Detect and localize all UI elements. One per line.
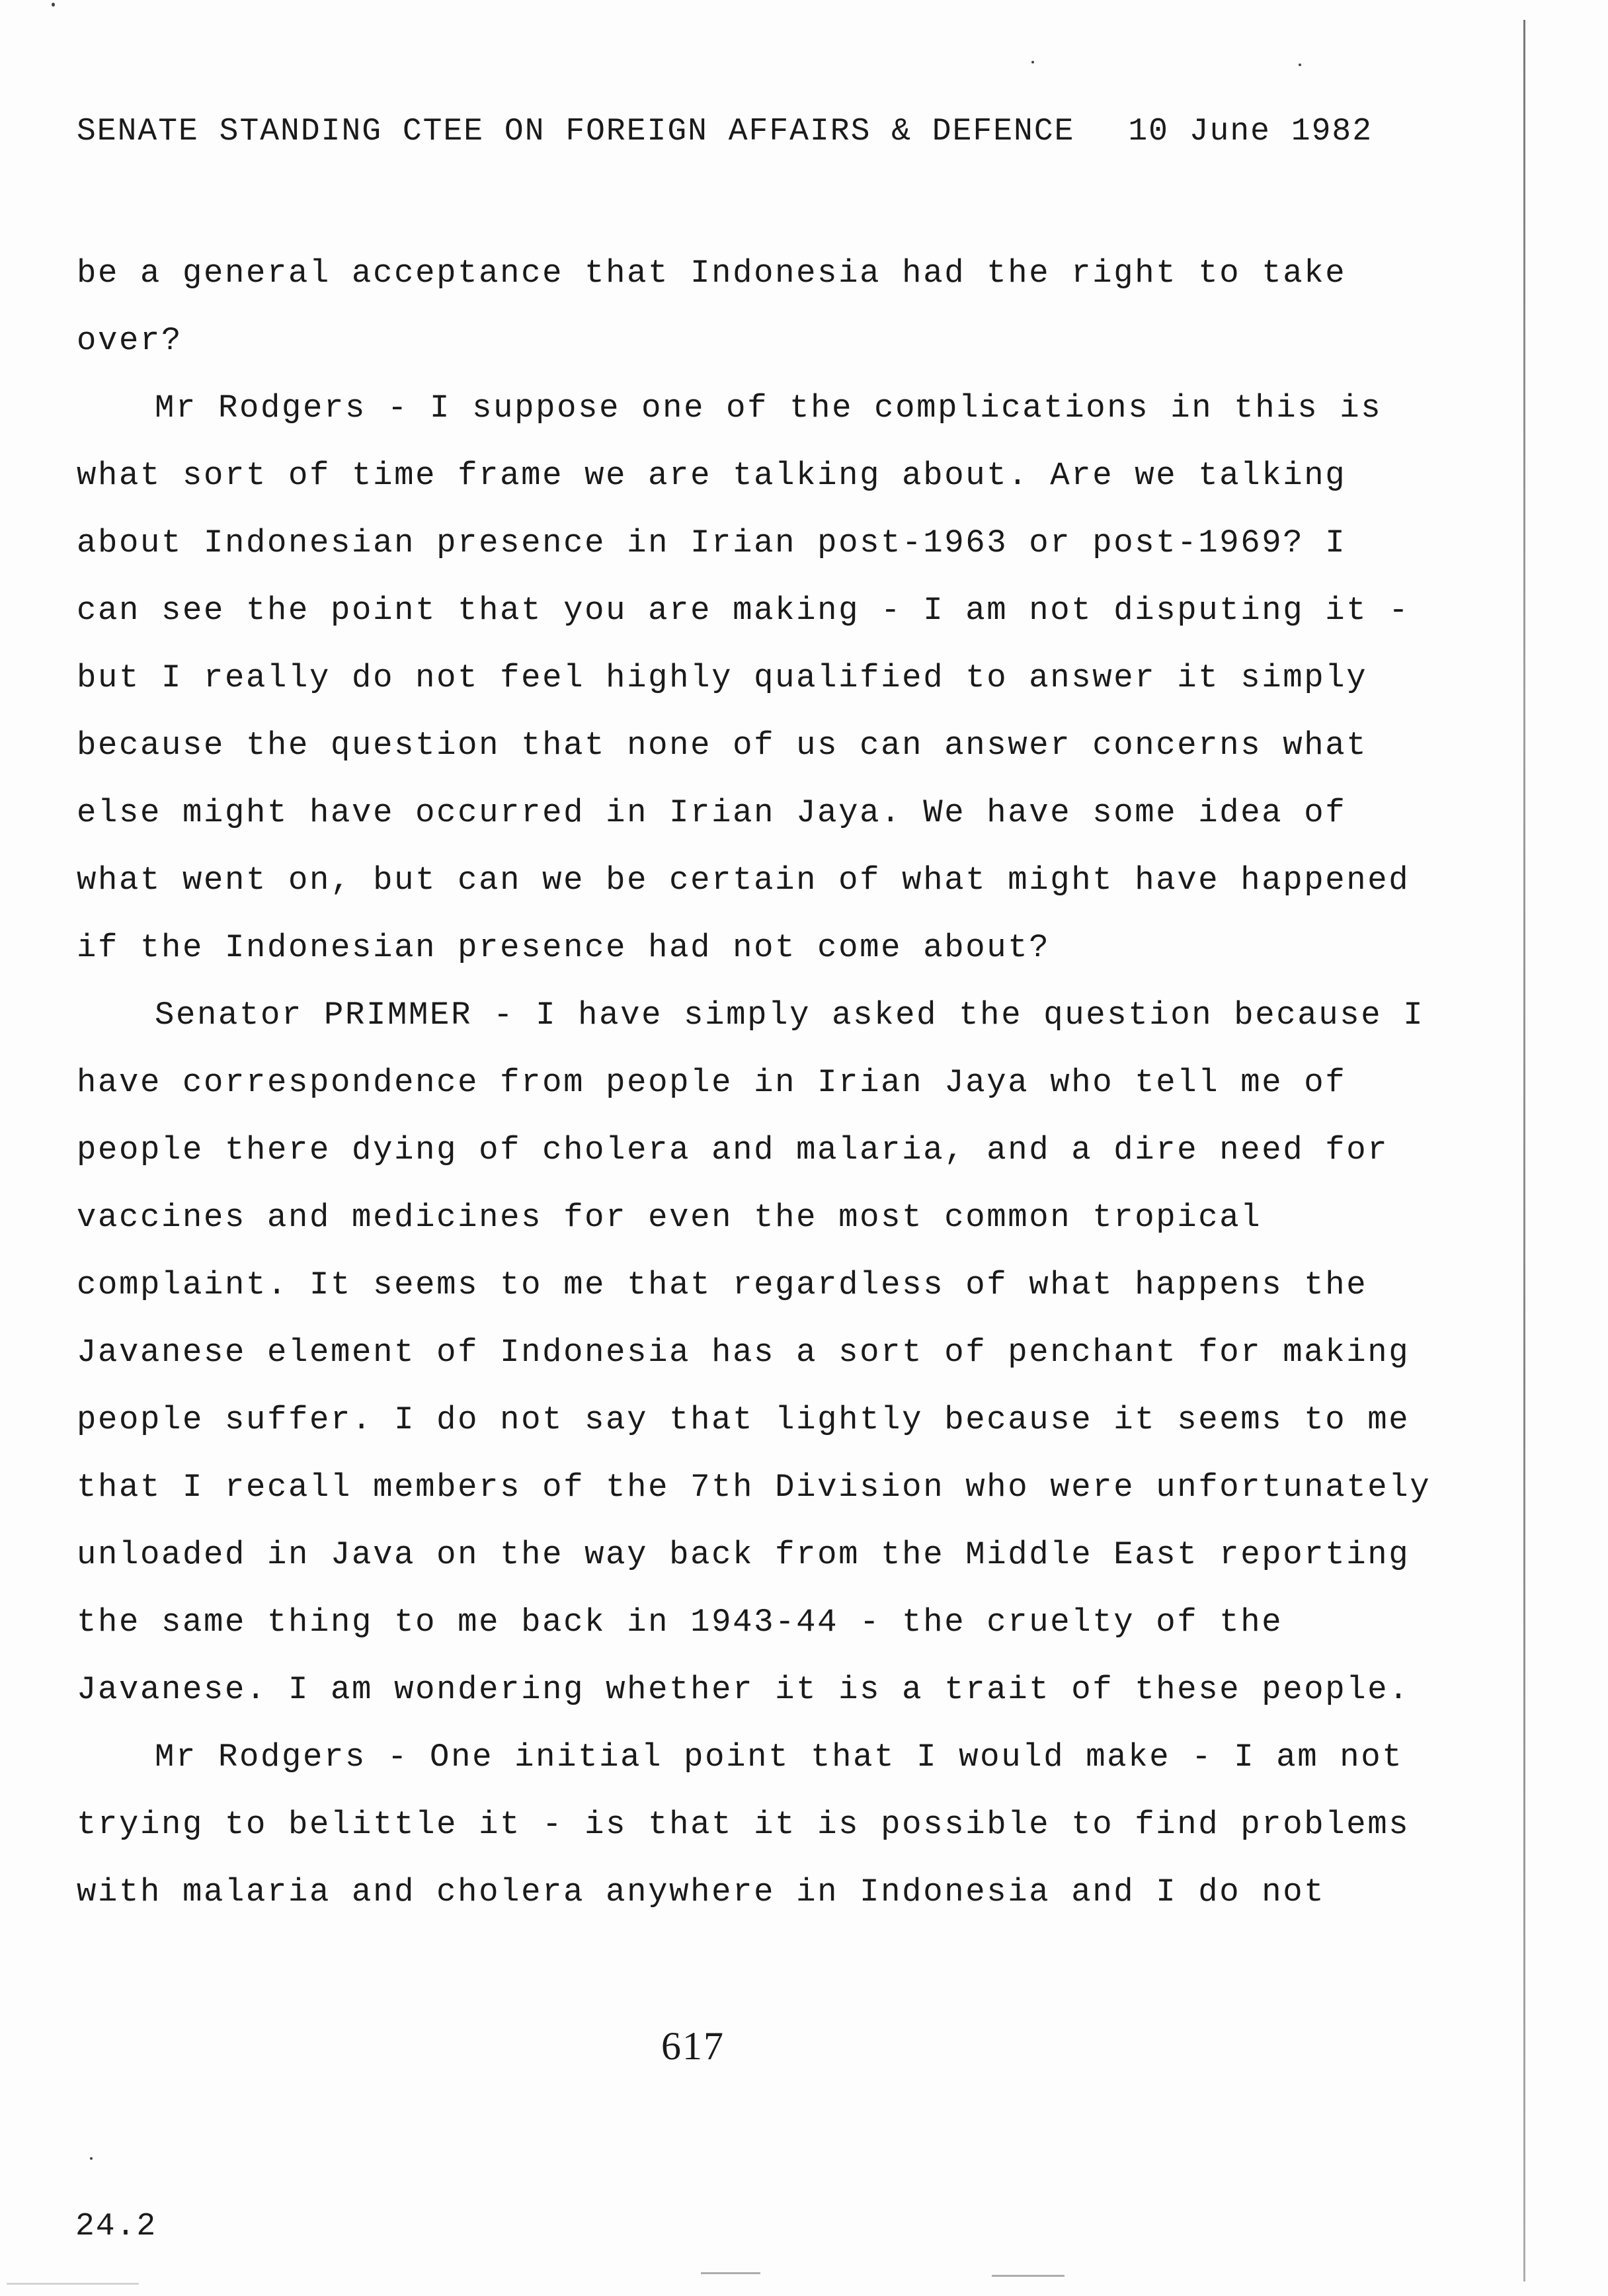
scan-speck bbox=[52, 3, 55, 7]
page-number: 617 bbox=[661, 2024, 725, 2068]
transcript-line: vaccines and medicines for even the most common tropical bbox=[77, 1199, 1262, 1236]
transcript-line: can see the point that you are making - I am not disputing it - bbox=[77, 592, 1410, 629]
transcript-line: complaint. It seems to me that regardless of what happens the bbox=[77, 1266, 1368, 1303]
transcript-line: people there dying of cholera and malaria, and a dire need for bbox=[77, 1131, 1389, 1168]
transcript-line: unloaded in Java on the way back from the Middle East reporting bbox=[77, 1536, 1410, 1573]
transcript-line: that I recall members of the 7th Division who were unfortunately bbox=[77, 1469, 1431, 1506]
transcript-line: if the Indonesian presence had not come about? bbox=[77, 929, 1051, 966]
transcript-line: people suffer. I do not say that lightly because it seems to me bbox=[77, 1401, 1410, 1438]
transcript-line: else might have occurred in Irian Jaya. We have some idea of bbox=[77, 794, 1347, 831]
document-header bbox=[77, 114, 1373, 149]
transcript-line: be a general acceptance that Indonesia had the right to take bbox=[77, 255, 1347, 292]
scan-speck bbox=[1299, 63, 1301, 66]
transcript-line: Javanese. I am wondering whether it is a trait of these people. bbox=[77, 1671, 1410, 1708]
scan-speck bbox=[90, 2157, 93, 2160]
scan-edge-line bbox=[1523, 20, 1525, 2281]
transcript-line: Mr Rodgers - One initial point that I would make - I am not bbox=[155, 1739, 1404, 1776]
transcript-line: the same thing to me back in 1943-44 - the cruelty of the bbox=[77, 1604, 1283, 1641]
transcript-line: Senator PRIMMER - I have simply asked the question because I bbox=[155, 997, 1425, 1034]
transcript-line: what went on, but can we be certain of what might have happened bbox=[77, 862, 1410, 899]
transcript-line: but I really do not feel highly qualified to answer it simply bbox=[77, 659, 1368, 696]
transcript-line: what sort of time frame we are talking about. Are we talking bbox=[77, 457, 1347, 494]
scan-smudge bbox=[992, 2275, 1065, 2277]
header-date: 10 June 1982 bbox=[1128, 114, 1373, 149]
document-code: 24.2 bbox=[75, 2209, 157, 2244]
transcript-line: over? bbox=[77, 322, 183, 359]
transcript-line: Mr Rodgers - I suppose one of the complications in this is bbox=[155, 390, 1383, 427]
transcript-line: Javanese element of Indonesia has a sort of penchant for making bbox=[77, 1334, 1410, 1371]
transcript-body bbox=[77, 239, 1431, 1926]
transcript-line: with malaria and cholera anywhere in Indonesia and I do not bbox=[77, 1873, 1326, 1910]
scan-smudge bbox=[7, 2283, 139, 2285]
header-title: SENATE STANDING CTEE ON FOREIGN AFFAIRS & DEFENCE bbox=[77, 114, 1075, 149]
scan-smudge bbox=[701, 2272, 760, 2274]
transcript-line: have correspondence from people in Irian Jaya who tell me of bbox=[77, 1064, 1347, 1101]
transcript-line: trying to belittle it - is that it is possible to find problems bbox=[77, 1806, 1410, 1843]
scan-speck bbox=[1031, 61, 1034, 63]
transcript-line: because the question that none of us can answer concerns what bbox=[77, 727, 1368, 764]
transcript-line: about Indonesian presence in Irian post-1963 or post-1969? I bbox=[77, 524, 1347, 561]
